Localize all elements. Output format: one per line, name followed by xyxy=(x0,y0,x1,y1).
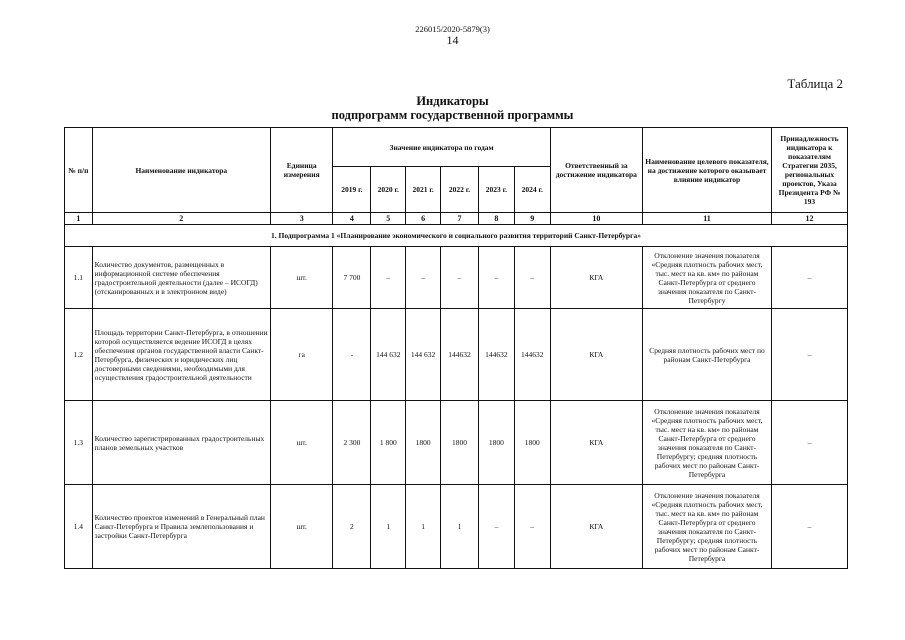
col-number: 1 xyxy=(65,213,93,225)
col-number: 7 xyxy=(441,213,479,225)
header-year: 2021 г. xyxy=(406,167,441,213)
row-num: 1.1 xyxy=(65,247,93,309)
row-responsible: КГА xyxy=(550,401,642,485)
header-row xyxy=(65,128,848,167)
row-value: – xyxy=(478,485,514,569)
row-value: 1800 xyxy=(478,401,514,485)
row-num: 1.4 xyxy=(65,485,93,569)
row-value: 144632 xyxy=(514,309,550,401)
row-indicator-name: Количество документов, размещенных в информационной системе обеспечения градостроительной деятельности (далее – ИСОГД) (отсканированных и в электронном виде) xyxy=(92,247,270,309)
row-value: 144 632 xyxy=(406,309,441,401)
row-value: – xyxy=(371,247,406,309)
row-value: 7 700 xyxy=(333,247,371,309)
column-numbers-row xyxy=(65,213,848,225)
header-year: 2024 г. xyxy=(514,167,550,213)
indicators-table xyxy=(64,127,848,569)
page-number: 14 xyxy=(446,33,459,47)
row-target: Отклонение значения показателя «Средняя плотность рабочих мест, тыс. мест на кв. км» по районам Санкт-Петербурга от среднего значения показателя по Санкт-Петербургу xyxy=(642,247,771,309)
row-value: - xyxy=(333,309,371,401)
row-value: 1800 xyxy=(514,401,550,485)
col-number: 10 xyxy=(550,213,642,225)
table-row xyxy=(65,247,848,309)
row-value: 144632 xyxy=(441,309,479,401)
header-num: № п/п xyxy=(65,128,93,213)
row-affiliation: – xyxy=(772,309,848,401)
row-value: – xyxy=(514,485,550,569)
header-year: 2019 г. xyxy=(333,167,371,213)
document-number: 226015/2020-5879(3) xyxy=(415,24,490,34)
row-unit: шт. xyxy=(270,247,333,309)
table-row xyxy=(65,485,848,569)
row-unit: шт. xyxy=(270,401,333,485)
row-value: 1 xyxy=(371,485,406,569)
header-unit: Единица измерения xyxy=(270,128,333,213)
col-number: 8 xyxy=(478,213,514,225)
row-unit: шт. xyxy=(270,485,333,569)
page-title: Индикаторы xyxy=(416,94,489,108)
table-row xyxy=(65,309,848,401)
row-unit: га xyxy=(270,309,333,401)
row-responsible: КГА xyxy=(550,309,642,401)
table-label: Таблица 2 xyxy=(787,76,843,91)
header-year: 2022 г. xyxy=(441,167,479,213)
header-values-group: Значение индикатора по годам xyxy=(333,128,550,167)
header-name: Наименование индикатора xyxy=(92,128,270,213)
col-number: 2 xyxy=(92,213,270,225)
row-value: 1 xyxy=(406,485,441,569)
page-subtitle: подпрограмм государственной программы xyxy=(331,108,574,122)
row-num: 1.3 xyxy=(65,401,93,485)
header-responsible: Ответственный за достижение индикатора xyxy=(550,128,642,213)
section-title: 1. Подпрограмма 1 «Планирование экономического и социального развития территорий Санкт-Петербурга» xyxy=(65,225,848,247)
row-target: Отклонение значения показателя «Средняя плотность рабочих мест, тыс. мест на кв. км» по районам Санкт-Петербурга от среднего значения показателя по Санкт-Петербургу; средняя плотность рабочих мест по районам Санкт-Петербурга xyxy=(642,401,771,485)
row-target: Средняя плотность рабочих мест по районам Санкт-Петербурга xyxy=(642,309,771,401)
row-value: 2 xyxy=(333,485,371,569)
header-year: 2023 г. xyxy=(478,167,514,213)
col-number: 3 xyxy=(270,213,333,225)
row-value: 1800 xyxy=(441,401,479,485)
row-value: – xyxy=(406,247,441,309)
row-value: – xyxy=(478,247,514,309)
row-value: – xyxy=(441,247,479,309)
row-responsible: КГА xyxy=(550,247,642,309)
row-value: 2 300 xyxy=(333,401,371,485)
row-value: 144 632 xyxy=(371,309,406,401)
col-number: 12 xyxy=(772,213,848,225)
row-num: 1.2 xyxy=(65,309,93,401)
row-affiliation: – xyxy=(772,247,848,309)
col-number: 9 xyxy=(514,213,550,225)
header-affiliation: Принадлежность индикатора к показателям Стратегии 2035, региональных проектов, Указа Президента РФ № 193 xyxy=(772,128,848,213)
table-row xyxy=(65,401,848,485)
row-value: 144632 xyxy=(478,309,514,401)
col-number: 4 xyxy=(333,213,371,225)
row-value: 1 800 xyxy=(371,401,406,485)
col-number: 11 xyxy=(642,213,771,225)
header-year: 2020 г. xyxy=(371,167,406,213)
row-indicator-name: Количество зарегистрированных градостроительных планов земельных участков xyxy=(92,401,270,485)
row-value: – xyxy=(514,247,550,309)
row-indicator-name: Количество проектов изменений в Генеральный план Санкт-Петербурга и Правила землепользования и застройки Санкт-Петербурга xyxy=(92,485,270,569)
section-row xyxy=(65,225,848,247)
header-target: Наименование целевого показателя, на достижение которого оказывает влияние индикатор xyxy=(642,128,771,213)
row-target: Отклонение значения показателя «Средняя плотность рабочих мест, тыс. мест на кв. км» по районам Санкт-Петербурга от среднего значения показателя по Санкт-Петербургу; средняя плотность рабочих мест по районам Санкт-Петербурга xyxy=(642,485,771,569)
col-number: 6 xyxy=(406,213,441,225)
row-responsible: КГА xyxy=(550,485,642,569)
row-value: 1 xyxy=(441,485,479,569)
row-value: 1800 xyxy=(406,401,441,485)
col-number: 5 xyxy=(371,213,406,225)
row-affiliation: – xyxy=(772,485,848,569)
row-indicator-name: Площадь территории Санкт-Петербурга, в отношении которой осуществляется ведение ИСОГД в целях обеспечения органов государственной власти Санкт-Петербурга, физических и юридических лиц достоверными сведениями, необходимыми для осуществления градостроительной деятельности xyxy=(92,309,270,401)
row-affiliation: – xyxy=(772,401,848,485)
